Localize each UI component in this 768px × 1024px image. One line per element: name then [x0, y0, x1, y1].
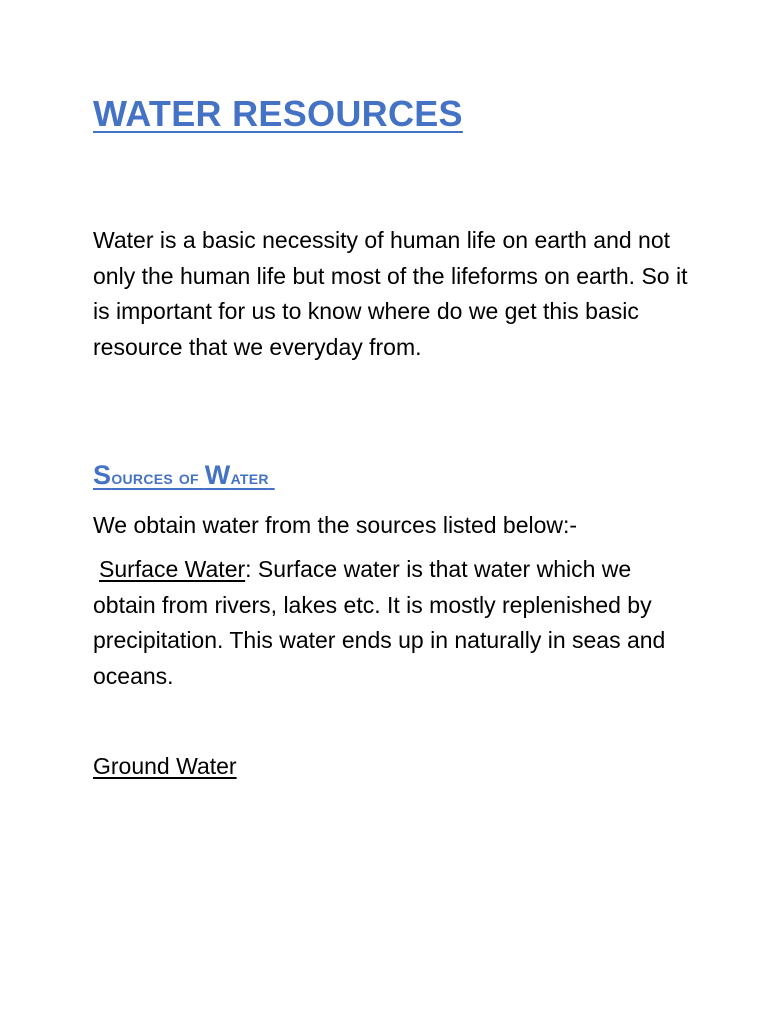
surface-water-definition: : Surface water is that water which we obtain from rivers, lakes etc. It is mostly replenished by precipitation. This water ends up in naturally in seas and oceans. — [93, 556, 666, 689]
heading-word-rest-1: ources of — [111, 467, 205, 489]
intro-paragraph: Water is a basic necessity of human life on earth and not only the human life but most of the lifeforms on earth. So it is important for us to know where do we get this basic resource that we everyday from. — [93, 227, 688, 360]
heading-initial-s: S — [93, 460, 112, 490]
heading-word-rest-2: ater — [230, 467, 269, 489]
document-title: WATER RESOURCES — [93, 93, 463, 134]
ground-water-heading — [93, 749, 693, 785]
heading-initial-w: W — [204, 460, 231, 490]
surface-water-paragraph — [93, 552, 693, 694]
ground-water-term: Ground Water — [93, 753, 237, 779]
section-heading-sources-of-water — [93, 458, 275, 493]
surface-water-term: Surface Water — [99, 556, 246, 582]
sources-intro-paragraph: We obtain water from the sources listed below:- — [93, 512, 578, 538]
